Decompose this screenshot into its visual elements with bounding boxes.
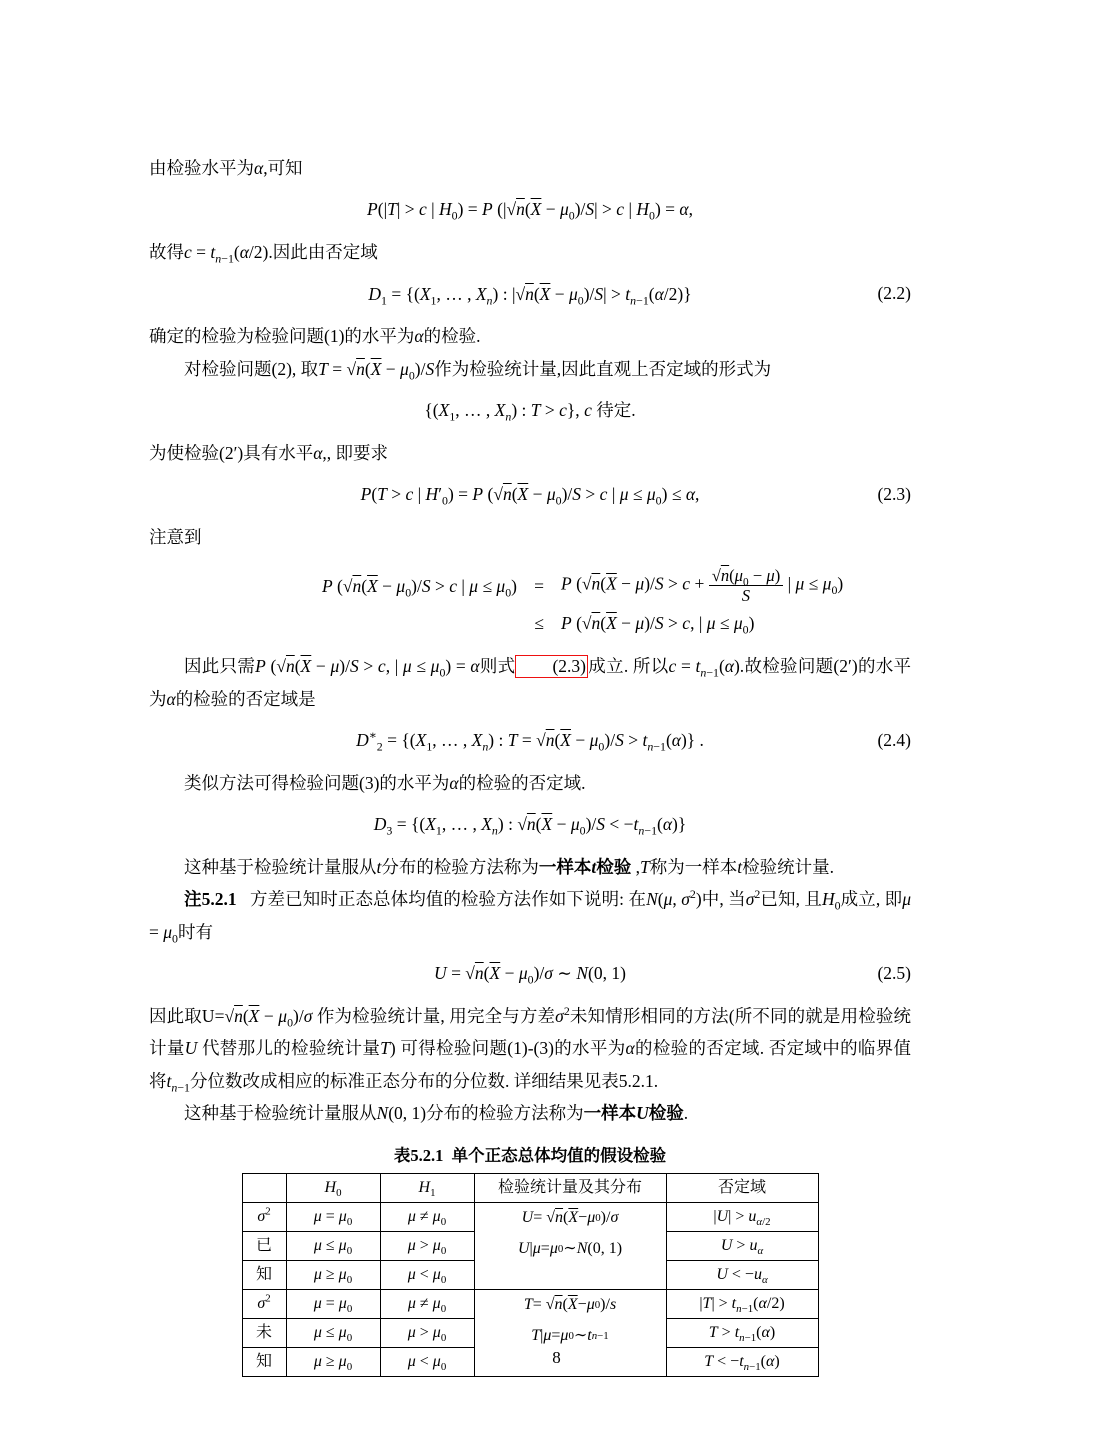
equation-body: $D_3 = \{(X_1$, … , $X_n$) : $√n(\overline{X} - \mu_0)/S < -t_{n-1}(\alpha)$} [373, 814, 687, 838]
equation-number: (2.3) [877, 484, 911, 505]
paragraph: 故得$c = t_{n-1}(\alpha/2)$.因此由否定域 [149, 242, 378, 266]
display-equation [149, 480, 911, 510]
h0-cell: $\mu \le \mu_0$ [286, 1231, 380, 1260]
h1-cell: $\mu \ne \mu_0$ [380, 1202, 474, 1231]
rejection-cell: $U > u_\alpha$ [666, 1231, 818, 1260]
h0-cell: $\mu \ge \mu_0$ [286, 1260, 380, 1289]
equation-ref-2-3-link[interactable]: (2.3) [515, 655, 588, 677]
paragraph: 注意到 [149, 526, 202, 547]
paragraph: 类似方法可得检验问题(3)的水平为α的检验的否定域. [184, 772, 586, 793]
display-equation [149, 959, 911, 989]
equation-rhs: P ($√n(\overline{X} - \mu)/S > c$, | $\mu \le \mu_0$) [561, 613, 755, 637]
statistic-cell [474, 1202, 666, 1289]
header-h1-cell: $H_1$ [380, 1173, 474, 1202]
display-equation [149, 195, 911, 225]
equation-body: P(T > c | $H'_0) = P$ ($√n(\overline{X} - \mu_0)/S > c$ | $\mu \le \mu_0) \le \alpha$, [360, 484, 700, 508]
h0-cell: $\mu = \mu_0$ [286, 1202, 380, 1231]
rejection-cell: $U < -u_\alpha$ [666, 1260, 818, 1289]
equation-lhs: P ($√n(\overline{X} - \mu_0)/S > c$ | $\mu \le \mu_0$) [321, 575, 517, 600]
paragraph: 这种基于检验统计量服从N(0, 1)分布的检验方法称为一样本U检验. [184, 1103, 689, 1124]
paragraph: 这种基于检验统计量服从t分布的检验方法称为一样本t检验 ,T称为一样本t检验统计量. [184, 857, 834, 878]
text-column [149, 152, 911, 1377]
row-label-cell: 知 [242, 1260, 286, 1289]
h0-cell: $\mu \ge \mu_0$ [286, 1347, 380, 1376]
h1-cell: $\mu > \mu_0$ [380, 1318, 474, 1347]
header-corner-cell [242, 1173, 286, 1202]
table-row [242, 1202, 818, 1231]
note-paragraph: 注5.2.1 方差已知时正态总体均值的检验方法作如下说明: 在N(μ, $\sigma^2$)中, 当$\sigma^2$已知, 且$H_0$成立, 即$\mu = \mu_0$时有 [149, 887, 912, 946]
equation-rhs: P ($√n(\overline{X} - \mu)/S > c$ + $\frac{√n(\mu_0 - \mu)}{S}$ | $\mu \le \mu_0$) [561, 566, 844, 606]
paragraph: 对检验问题(2), 取$T = √n(\overline{X} - \mu_0)/S$作为检验统计量,因此直观上否定域的形式为 [184, 358, 772, 383]
display-equation [149, 726, 911, 756]
rejection-cell: $T > t_{n-1}(\alpha)$ [666, 1318, 818, 1347]
equation-body: $U = √n(\overline{X} - \mu_0)/\sigma$ ∼ N(0, 1) [434, 963, 626, 987]
table-row [242, 1289, 818, 1318]
header-h0-cell: $H_0$ [286, 1173, 380, 1202]
h1-cell: $\mu \ne \mu_0$ [380, 1289, 474, 1318]
table-header-row [242, 1173, 818, 1202]
header-statistic-cell: 检验统计量及其分布 [474, 1173, 666, 1202]
statistic-line: U | μ = μ 0 ∼ N (0, 1) [517, 1240, 623, 1258]
relation-sign: = [534, 575, 544, 596]
equation-body: $D^∗_2 = \{(X_1$, … , $X_n$) : $T = √n(\overline{X} - \mu_0)/S > t_{n-1}(\alpha)$} . [356, 728, 704, 754]
equation-body: $D_1 = \{(X_1$, … , $X_n$) : $|√n(\overline{X} - \mu_0)/S| > t_{n-1}(\alpha/2)$} [368, 283, 692, 307]
paragraph: 因此取$U=√n(\overline{X} - \mu_0)/\sigma$ 作为检验统计量, 用完全与方差$\sigma^2$未知情形相同的方法(所不同的就是用检验统计量U 代替那儿的检验统计量T) 可得检验问题(1)-(3)的水平为α的检验的否定域. 否定域中的临界值将$t_{n-1}$分位数改成相应的标准正态分布的分位数. 详细结果见表5.2.1. [149, 1004, 912, 1095]
paragraph: 因此只需P ($√n(\overline{X} - \mu)/S > c$, | $\mu \le \mu_0) = \alpha$则式 (2.3) 成立. 所以$c = t_{n-1}(\alpha)$.故检验问题(2′)的水平为α的检验的否定域是 [149, 656, 912, 709]
row-label-cell: 未 [242, 1318, 286, 1347]
display-equation [149, 396, 911, 426]
statistic-line: T = √ n ( $\overline{X}$ − μ 0 )/ s [523, 1296, 617, 1314]
row-label-cell: 已 [242, 1231, 286, 1260]
h1-cell: $\mu > \mu_0$ [380, 1231, 474, 1260]
aligned-equations [187, 566, 911, 637]
display-equation [149, 810, 911, 840]
equation-number: (2.2) [877, 283, 911, 304]
rejection-cell: $T < -t_{n-1}(\alpha)$ [666, 1347, 818, 1376]
paragraph: 确定的检验为检验问题(1)的水平为α的检验. [149, 326, 481, 347]
equation-line [187, 609, 911, 637]
rejection-cell: $|T| > t_{n-1}(\alpha/2)$ [666, 1289, 818, 1318]
relation-sign: ≤ [534, 613, 544, 634]
paragraph: 为使检验(2′)具有水平α,, 即要求 [149, 442, 389, 463]
statistic-line: U = √ n ( $\overline{X}$ − μ 0 )/ σ [521, 1209, 619, 1227]
equation-line [187, 566, 911, 605]
page-number: 8 [552, 1348, 561, 1367]
h1-cell: $\mu < \mu_0$ [380, 1260, 474, 1289]
row-label-cell: $\sigma^2$ [242, 1289, 286, 1318]
equation-number: (2.4) [877, 730, 911, 751]
hypothesis-test-table [242, 1173, 819, 1377]
header-rejection-cell: 否定域 [666, 1173, 818, 1202]
rejection-cell: $|U| > u_{\alpha/2}$ [666, 1202, 818, 1231]
paragraph: 由检验水平为α,可知 [149, 158, 303, 178]
h0-cell: $\mu = \mu_0$ [286, 1289, 380, 1318]
row-label-cell: 知 [242, 1347, 286, 1376]
table-caption: 表5.2.1 单个正态总体均值的假设检验 [393, 1146, 667, 1166]
row-label-cell: $\sigma^2$ [242, 1202, 286, 1231]
display-equation [149, 280, 911, 310]
h0-cell: $\mu \le \mu_0$ [286, 1318, 380, 1347]
equation-body: {($X_1$, … , $X_n$) : T > c}, c 待定. [424, 400, 636, 424]
statistic-line: T | μ = μ 0 ∼ t n−1 [531, 1327, 609, 1345]
h1-cell: $\mu < \mu_0$ [380, 1347, 474, 1376]
equation-number: (2.5) [877, 963, 911, 984]
equation-body: P(|T| > c | $H_0) = P$ ($|√n(\overline{X} - \mu_0)/S| > c$ | $H_0) = \alpha$, [367, 199, 693, 223]
